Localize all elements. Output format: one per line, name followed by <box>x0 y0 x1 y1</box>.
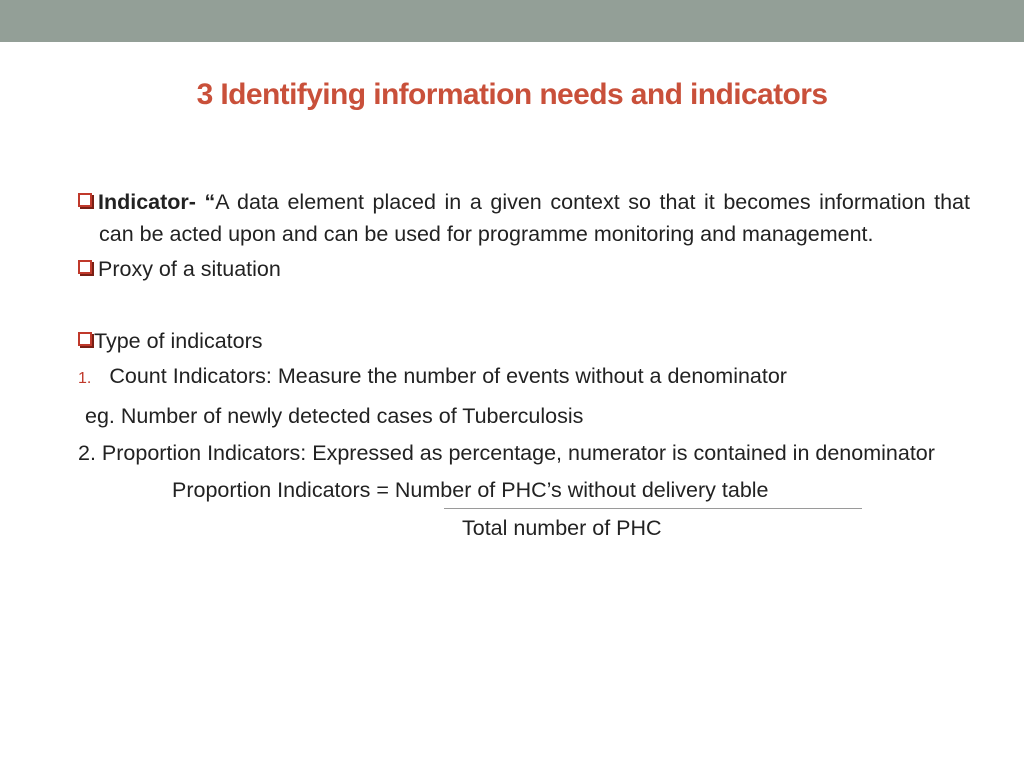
top-bar <box>0 0 1024 42</box>
fraction-bar <box>444 508 862 509</box>
formula-line <box>172 474 769 506</box>
indicator-term: Indicator- <box>98 190 196 214</box>
proportion-indicators-text: 2. Proportion Indicators: Expressed as percentage, numerator is contained in denominator <box>78 441 935 465</box>
formula-numerator: Number of PHC’s without delivery table <box>394 478 769 502</box>
example-text: eg. Number of newly detected cases of Tuberculosis <box>85 404 584 428</box>
formula-label: Proportion Indicators = <box>172 478 395 502</box>
slide-title: 3 Identifying information needs and indicators <box>196 78 828 111</box>
bullet-type-text: Type of indicators <box>94 329 263 353</box>
square-bullet-icon <box>78 332 92 346</box>
square-bullet-icon <box>78 260 92 274</box>
bullet-indicator-definition <box>78 186 970 250</box>
bullet-proxy-text: Proxy of a situation <box>98 257 281 281</box>
formula-denominator: Total number of PHC <box>462 516 662 540</box>
item-number: 1. <box>78 370 92 387</box>
bullet-proxy <box>78 253 970 285</box>
open-quote: “ <box>204 190 216 214</box>
slide-body <box>78 186 970 554</box>
indicator-definition: A data element placed in a given context so that it becomes information that can be acted upon and can be used for programme monitoring and management. <box>99 190 970 246</box>
square-bullet-icon <box>78 193 92 207</box>
count-indicators-text: Count Indicators: Measure the number of events without a denominator <box>109 364 787 388</box>
numbered-item-count <box>78 360 970 395</box>
bullet-type-of-indicators <box>78 325 970 357</box>
formula <box>78 474 970 554</box>
